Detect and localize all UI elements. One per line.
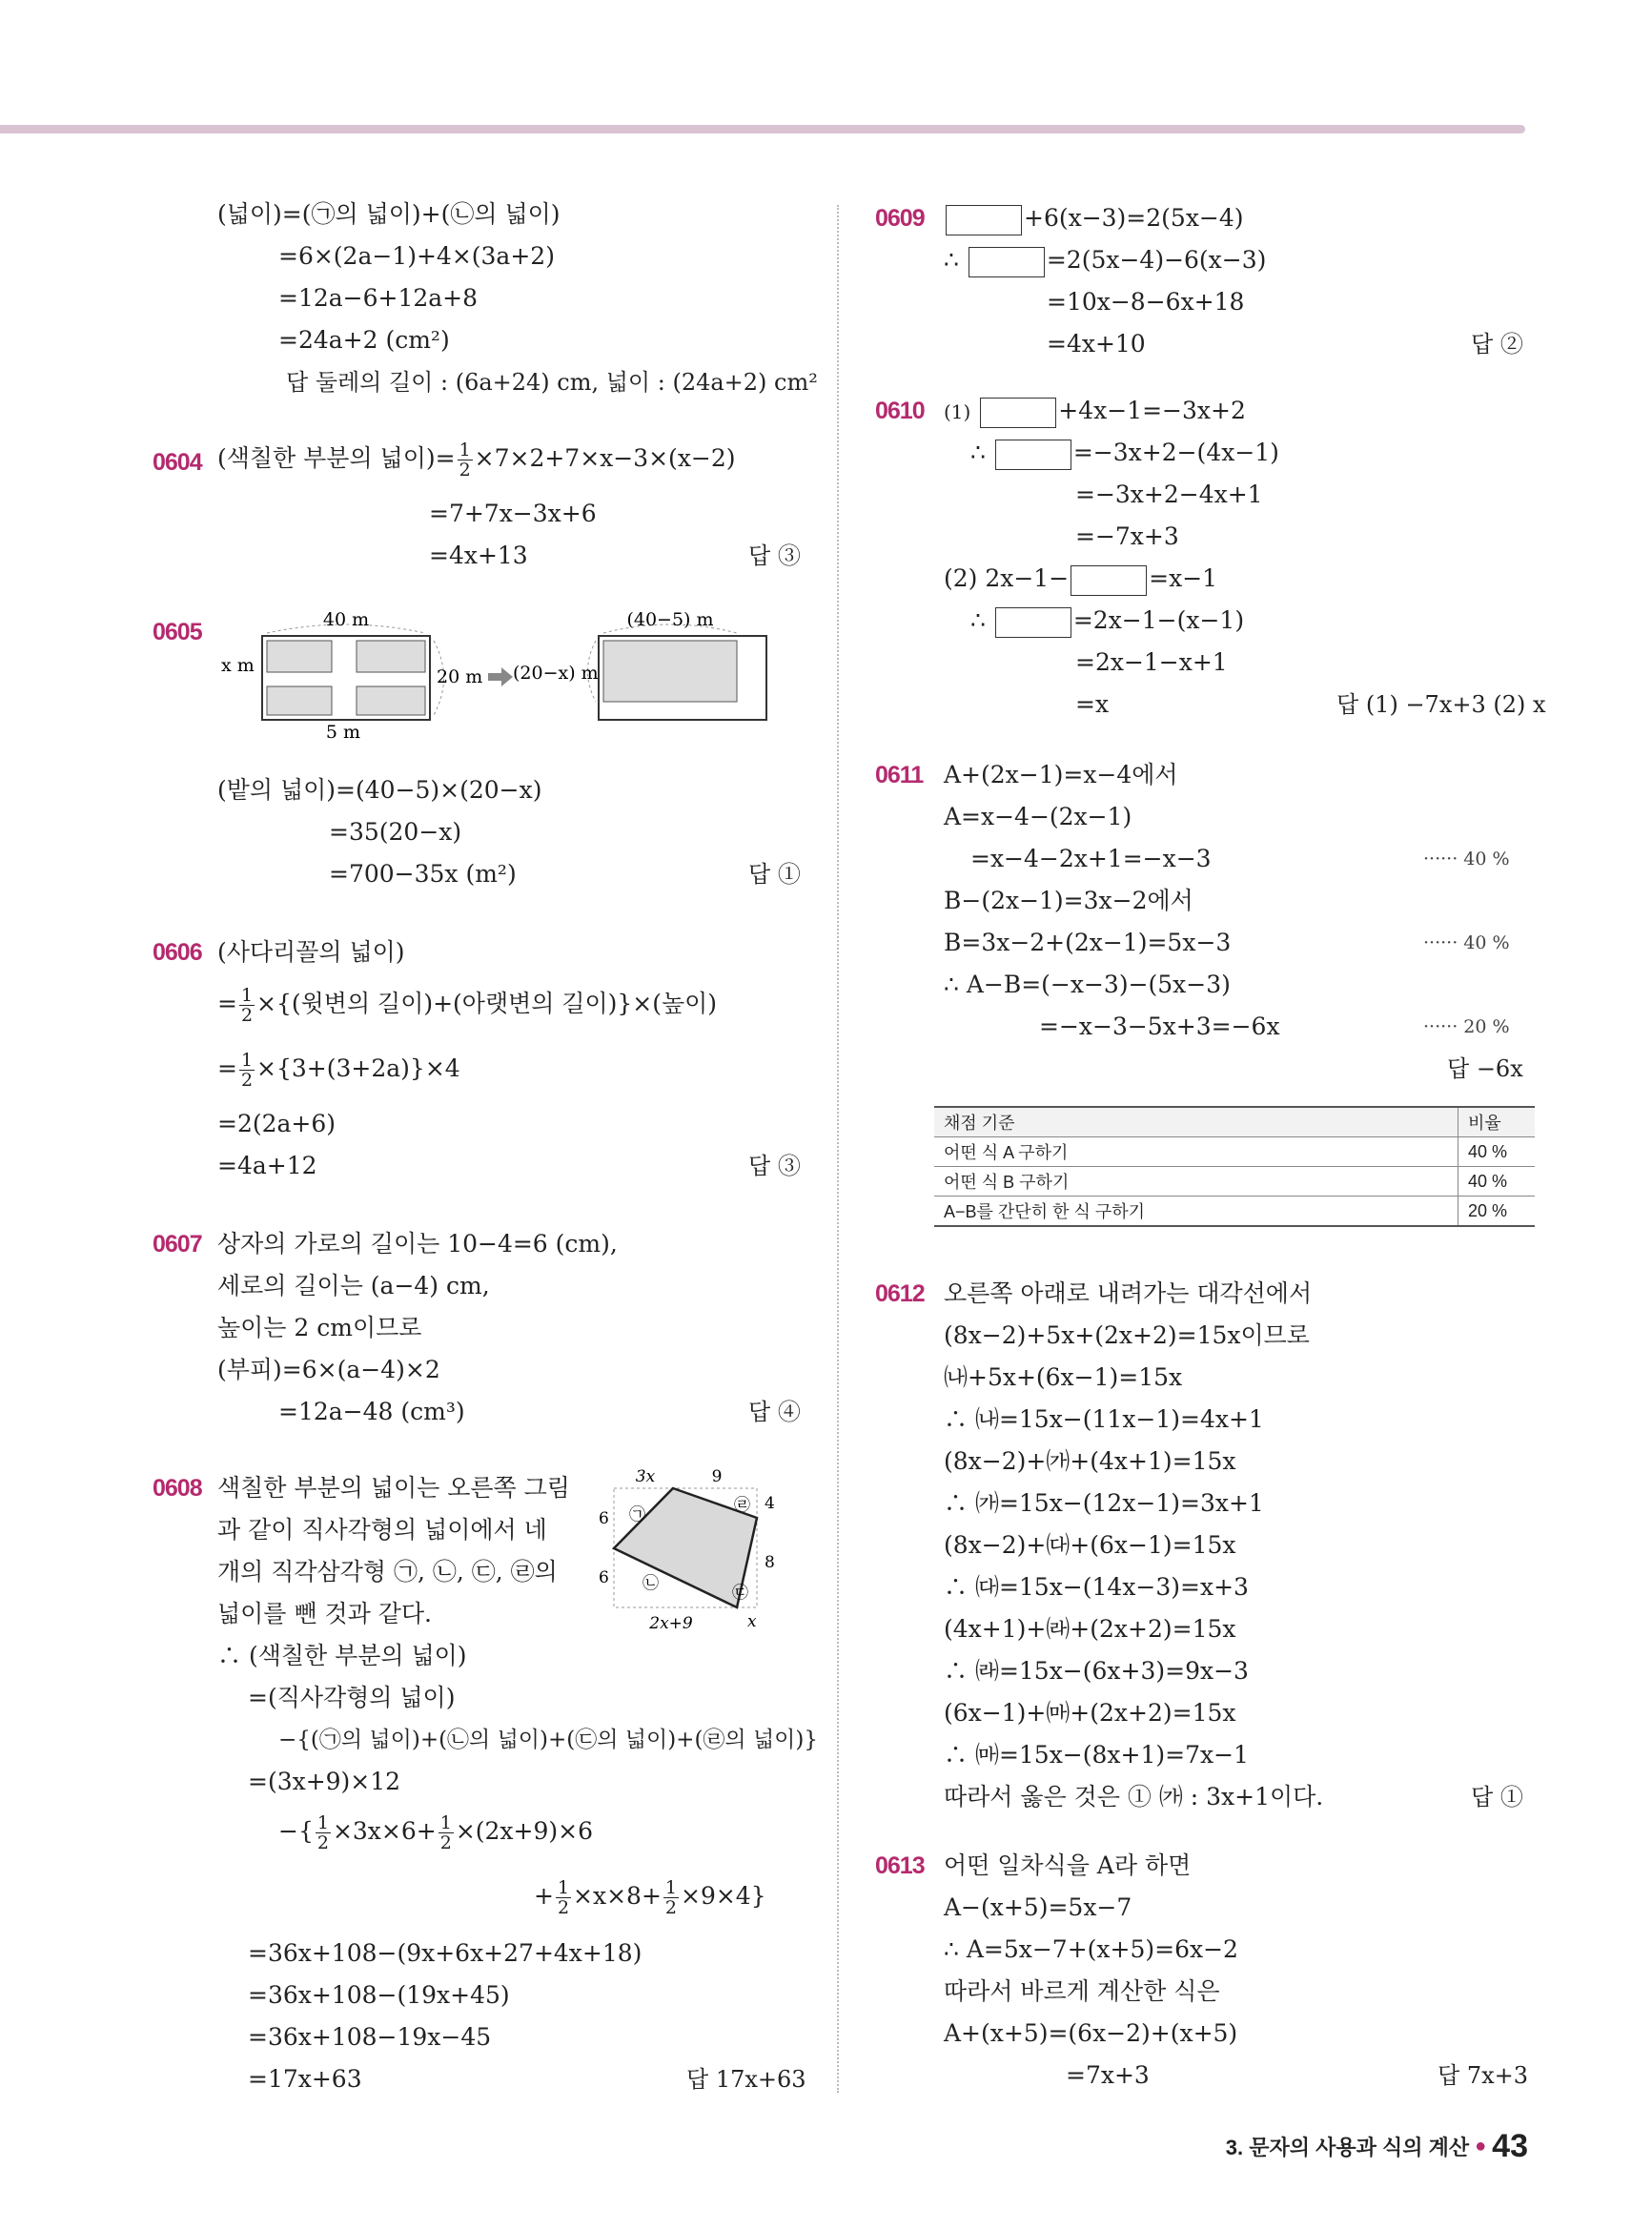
p0613-line-2: A−(x+5)=5x−7 bbox=[944, 1893, 1132, 1921]
p0611-score-1: ······ 40 % bbox=[1423, 849, 1510, 869]
fig-left-label-1: 6 bbox=[599, 1509, 609, 1528]
p0605-line-1: (밭의 넓이)=(40−5)×(20−x) bbox=[217, 776, 542, 804]
p0605-figure bbox=[210, 610, 839, 744]
pre-line-2: =6×(2a−1)+4×(3a+2) bbox=[278, 242, 555, 270]
fig-b-left-label: (20−x) m bbox=[513, 663, 599, 684]
p0605-answer: 답 ① bbox=[748, 861, 801, 888]
p0606-answer: 답 ③ bbox=[748, 1153, 801, 1179]
p0612-line-12: ∴ ㈒=15x−(8x+1)=7x−1 bbox=[944, 1741, 1249, 1769]
fig-bottom-x-label: x bbox=[747, 1612, 757, 1631]
p0607-line-2: 세로의 길이는 (a−4) cm, bbox=[217, 1272, 490, 1299]
p0608-text-1: 색칠한 부분의 넓이는 오른쪽 그림 bbox=[217, 1474, 570, 1502]
p0605-line-3: =700−35x (m²) bbox=[329, 860, 517, 888]
p0612-line-8: ∴ ㈐=15x−(14x−3)=x+3 bbox=[944, 1573, 1249, 1601]
ratio-cell: 40 % bbox=[1458, 1167, 1536, 1197]
p0608-expr-2: + $\frac{1}{2}$ ×x×8+ $\frac{1}{2}$ ×9×4} bbox=[534, 1877, 766, 1918]
p0609-line-2: ∴ =2(5x−4)−6(x−3) bbox=[944, 244, 1266, 277]
p0613-line-3: ∴ A=5x−7+(x+5)=6x−2 bbox=[944, 1935, 1238, 1963]
top-decorative-bar bbox=[0, 125, 1525, 133]
p0611-line-3: =x−4−2x+1=−x−3 bbox=[970, 845, 1212, 872]
p0612-line-2: (8x−2)+5x+(2x+2)=15x이므로 bbox=[944, 1321, 1310, 1349]
p0611-score-3: ······ 20 % bbox=[1423, 1016, 1510, 1037]
p0608-text-7: −{(㉠의 넓이)+(㉡의 넓이)+(㉢의 넓이)+(㉣의 넓이)} bbox=[278, 1728, 818, 1752]
p0608-figure bbox=[593, 1464, 784, 1636]
p0612-line-10: ∴ ㈑=15x−(6x+3)=9x−3 bbox=[944, 1657, 1249, 1685]
bullet-icon: ● bbox=[1475, 2136, 1487, 2157]
ratio-cell: 40 % bbox=[1458, 1137, 1536, 1167]
p0604-line-1: (색칠한 부분의 넓이)= $\frac{1}{2}$ ×7×2+7×x−3×(x−2) bbox=[217, 440, 736, 481]
p0610-line-2: ∴ =−3x+2−(4x−1) bbox=[970, 437, 1279, 470]
p0609-line-1: +6(x−3)=2(5x−4) bbox=[944, 202, 1244, 235]
p0608-text-9: =36x+108−(9x+6x+27+4x+18) bbox=[248, 1939, 642, 1967]
problem-number-0609: 0609 bbox=[875, 205, 925, 232]
circle-label-3: ㉢ bbox=[732, 1584, 748, 1603]
p0610-line-4: =−7x+3 bbox=[1075, 522, 1179, 550]
p0606-line-5: =4a+12 bbox=[217, 1152, 317, 1179]
p0608-text-11: =36x+108−19x−45 bbox=[248, 2023, 492, 2051]
p0608-text-10: =36x+108−(19x+45) bbox=[248, 1981, 510, 2009]
p0608-expr-1: −{ $\frac{1}{2}$ ×3x×6+ $\frac{1}{2}$ ×(2x+9)×6 bbox=[278, 1812, 593, 1853]
p0610-line-5: (2) 2x−1− =x−1 bbox=[944, 563, 1217, 596]
fraction: $\frac{1}{2}$ bbox=[664, 1877, 677, 1918]
blank-box bbox=[946, 205, 1022, 235]
blank-box bbox=[1071, 565, 1147, 596]
fig-top-label-1: 3x bbox=[635, 1467, 656, 1486]
blank-box bbox=[995, 440, 1071, 470]
p0607-line-4: (부피)=6×(a−4)×2 bbox=[217, 1356, 440, 1383]
p0608-answer: 답 17x+63 bbox=[686, 2066, 806, 2093]
p0612-line-13: 따라서 옳은 것은 ① ㈎ : 3x+1이다. bbox=[944, 1783, 1324, 1811]
p0613-line-4: 따라서 바르게 계산한 식은 bbox=[944, 1977, 1220, 2005]
p0611-line-4: B−(2x−1)=3x−2에서 bbox=[944, 887, 1193, 914]
problem-number-0610: 0610 bbox=[875, 398, 925, 424]
fig-left-label-2: 6 bbox=[599, 1568, 609, 1587]
p0613-line-6: =7x+3 bbox=[1066, 2061, 1150, 2089]
page-number: 43 bbox=[1492, 2128, 1528, 2164]
p0604-line-3: =4x+13 bbox=[429, 542, 528, 569]
problem-number-0608: 0608 bbox=[153, 1475, 202, 1502]
fig-a-right-label: 20 m bbox=[437, 666, 483, 687]
p0611-score-2: ······ 40 % bbox=[1423, 932, 1510, 953]
p0612-line-11: (6x−1)+㈒+(2x+2)=15x bbox=[944, 1699, 1236, 1727]
fig-bottom-label: 2x+9 bbox=[649, 1614, 693, 1633]
p0606-line-2: = $\frac{1}{2}$ ×{(윗변의 길이)+(아랫변의 길이)}×(높이) bbox=[217, 985, 718, 1026]
header-ratio: 비율 bbox=[1458, 1107, 1536, 1137]
pre-line-4: =24a+2 (cm²) bbox=[278, 326, 450, 354]
blank-box bbox=[969, 247, 1045, 277]
p0609-line-4: =4x+10 bbox=[1047, 330, 1146, 358]
page-footer bbox=[1226, 2128, 1528, 2165]
p0613-line-1: 어떤 일차식을 A라 하면 bbox=[944, 1852, 1192, 1879]
fig-right-label-1: 4 bbox=[765, 1494, 775, 1513]
p0610-line-8: =x bbox=[1075, 690, 1110, 718]
fraction: $\frac{1}{2}$ bbox=[557, 1877, 570, 1918]
p0604-line-2: =7+7x−3x+6 bbox=[429, 500, 597, 527]
table-header-row bbox=[934, 1107, 1535, 1137]
p0610-line-3: =−3x+2−4x+1 bbox=[1075, 481, 1263, 508]
field-figure-a bbox=[221, 610, 482, 743]
p0613-line-5: A+(x+5)=(6x−2)+(x+5) bbox=[944, 2019, 1238, 2047]
p0610-line-1: (1) +4x−1=−3x+2 bbox=[944, 395, 1246, 428]
p0612-line-6: ∴ ㈎=15x−(12x−1)=3x+1 bbox=[944, 1489, 1264, 1517]
p0611-line-6: ∴ A−B=(−x−3)−(5x−3) bbox=[944, 971, 1231, 998]
ratio-cell: 20 % bbox=[1458, 1197, 1536, 1227]
table-row bbox=[934, 1197, 1535, 1227]
p0607-answer: 답 ④ bbox=[748, 1399, 801, 1425]
p0612-line-1: 오른쪽 아래로 내려가는 대각선에서 bbox=[944, 1279, 1313, 1307]
p0608-text-6: =(직사각형의 넓이) bbox=[248, 1684, 456, 1711]
p0611-answer: 답 −6x bbox=[1447, 1055, 1523, 1082]
p0613-answer: 답 7x+3 bbox=[1438, 2062, 1528, 2089]
fraction: $\frac{1}{2}$ bbox=[240, 1050, 254, 1091]
p0612-line-3: ㈏+5x+(6x−1)=15x bbox=[944, 1363, 1183, 1391]
problem-number-0612: 0612 bbox=[875, 1280, 925, 1307]
p0606-line-3: = $\frac{1}{2}$ ×{3+(3+2a)}×4 bbox=[217, 1050, 460, 1091]
p0605-line-2: =35(20−x) bbox=[329, 818, 462, 846]
p0607-line-3: 높이는 2 cm이므로 bbox=[217, 1314, 422, 1341]
table-row bbox=[934, 1167, 1535, 1197]
p0610-line-7: =2x−1−x+1 bbox=[1075, 648, 1228, 676]
problem-number-0604: 0604 bbox=[153, 449, 202, 476]
p0610-answer: 답 (1) −7x+3 (2) x bbox=[1336, 691, 1546, 718]
fraction: $\frac{1}{2}$ bbox=[439, 1812, 452, 1853]
p0609-answer: 답 ② bbox=[1471, 331, 1523, 358]
fraction: $\frac{1}{2}$ bbox=[459, 440, 471, 481]
criteria-cell: A−B를 간단히 한 식 구하기 bbox=[934, 1197, 1458, 1227]
fraction: $\frac{1}{2}$ bbox=[316, 1812, 329, 1853]
p0604-answer: 답 ③ bbox=[748, 542, 801, 569]
table-row bbox=[934, 1137, 1535, 1167]
p0608-text-5: ∴ (색칠한 부분의 넓이) bbox=[217, 1642, 467, 1669]
p0607-line-5: =12a−48 (cm³) bbox=[278, 1398, 465, 1425]
circle-label-1: ㉠ bbox=[629, 1505, 645, 1524]
p0611-line-2: A=x−4−(2x−1) bbox=[944, 803, 1132, 830]
p0608-text-3: 개의 직각삼각형 ㉠, ㉡, ㉢, ㉣의 bbox=[217, 1558, 558, 1586]
p0608-text-4: 넓이를 뺀 것과 같다. bbox=[217, 1600, 432, 1627]
p0608-text-12: =17x+63 bbox=[248, 2065, 362, 2093]
problem-number-0611: 0611 bbox=[875, 762, 924, 788]
p0612-line-5: (8x−2)+㈎+(4x+1)=15x bbox=[944, 1447, 1236, 1475]
p0608-text-2: 과 같이 직사각형의 넓이에서 네 bbox=[217, 1516, 547, 1544]
problem-number-0606: 0606 bbox=[153, 939, 202, 966]
p0610-line-6: ∴ =2x−1−(x−1) bbox=[970, 604, 1244, 638]
p0612-line-9: (4x+1)+㈑+(2x+2)=15x bbox=[944, 1615, 1236, 1643]
fig-a-bottom-label: 5 m bbox=[325, 722, 361, 743]
grading-criteria-table bbox=[934, 1106, 1535, 1227]
blank-box bbox=[995, 607, 1071, 638]
arrow-icon bbox=[488, 667, 513, 686]
fig-b-top-label: (40−5) m bbox=[626, 610, 714, 630]
p0612-answer: 답 ① bbox=[1471, 1784, 1523, 1811]
p0612-line-7: (8x−2)+㈐+(6x−1)=15x bbox=[944, 1531, 1236, 1559]
fig-right-label-2: 8 bbox=[765, 1553, 775, 1572]
field-figure-b bbox=[513, 610, 766, 720]
fig-top-label-2: 9 bbox=[711, 1467, 723, 1486]
problem-number-0607: 0607 bbox=[153, 1231, 202, 1258]
p0611-line-7: =−x−3−5x+3=−6x bbox=[1039, 1013, 1280, 1040]
fig-a-top-label: 40 m bbox=[322, 610, 370, 630]
p0606-line-1: (사다리꼴의 넓이) bbox=[217, 938, 405, 966]
problem-number-0613: 0613 bbox=[875, 1852, 925, 1879]
p0608-text-8: =(3x+9)×12 bbox=[248, 1768, 401, 1795]
criteria-cell: 어떤 식 A 구하기 bbox=[934, 1137, 1458, 1167]
p0611-line-5: B=3x−2+(2x−1)=5x−3 bbox=[944, 929, 1232, 956]
fraction: $\frac{1}{2}$ bbox=[240, 985, 254, 1026]
pre-answer: 답 둘레의 길이 : (6a+24) cm, 넓이 : (24a+2) cm² bbox=[286, 369, 818, 396]
p0609-line-3: =10x−8−6x+18 bbox=[1047, 288, 1245, 316]
chapter-title: 3. 문자의 사용과 식의 계산 bbox=[1225, 2136, 1470, 2159]
p0607-line-1: 상자의 가로의 길이는 10−4=6 (cm), bbox=[217, 1230, 618, 1258]
circle-label-4: ㉣ bbox=[734, 1496, 750, 1515]
p0606-line-4: =2(2a+6) bbox=[217, 1110, 337, 1137]
circle-label-2: ㉡ bbox=[642, 1574, 659, 1593]
p0612-line-4: ∴ ㈏=15x−(11x−1)=4x+1 bbox=[944, 1405, 1264, 1433]
fig-a-left-label: x m bbox=[221, 655, 255, 676]
header-criteria: 채점 기준 bbox=[934, 1107, 1458, 1137]
p0611-line-1: A+(2x−1)=x−4에서 bbox=[944, 761, 1178, 788]
blank-box bbox=[980, 398, 1056, 428]
pre-line-3: =12a−6+12a+8 bbox=[278, 284, 479, 312]
criteria-cell: 어떤 식 B 구하기 bbox=[934, 1167, 1458, 1197]
problem-number-0605: 0605 bbox=[153, 619, 202, 645]
pre-line-1: (넓이)=(㉠의 넓이)+(㉡의 넓이) bbox=[217, 200, 561, 228]
column-divider bbox=[837, 205, 839, 2093]
